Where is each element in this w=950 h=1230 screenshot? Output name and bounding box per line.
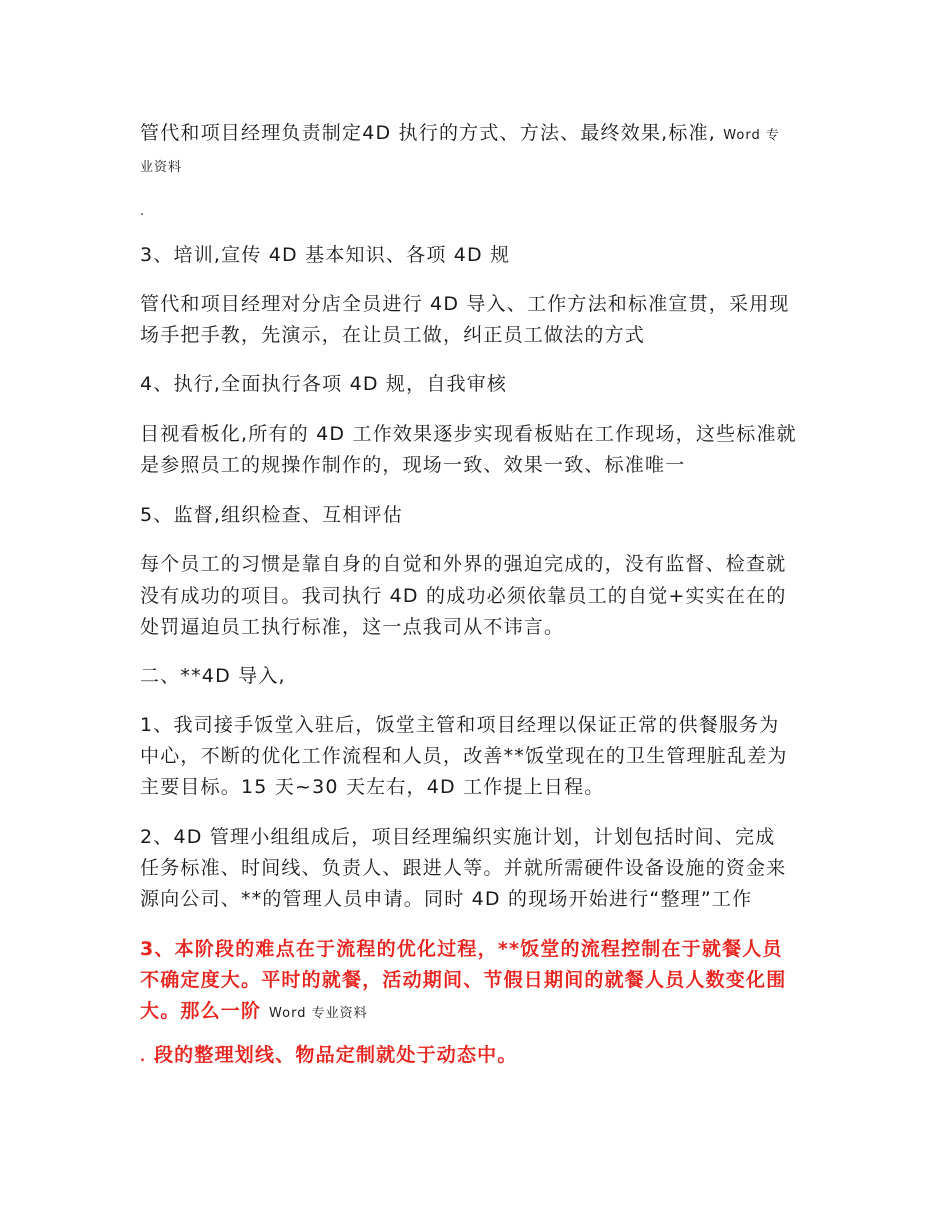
section-heading: 二、**4D 导入, [140, 665, 286, 687]
section-heading: 3、培训,宣传 4D 基本知识、各项 4D 规 [140, 244, 511, 266]
paragraph-line: 场手把手教，先演示，在让员工做，纠正员工做法的方式 [140, 324, 646, 346]
paragraph-line: 处罚逼迫员工执行标准，这一点我司从不讳言。 [140, 616, 565, 638]
paragraph-line: 2、4D 管理小组组成后，项目经理编织实施计划，计划包括时间、完成 [140, 826, 776, 848]
text-segment: 管代和项目经理负责制定4D 执行的方式、方法、最终效果,标准, [140, 122, 717, 144]
text-segment: 段的整理划线、物品定制就处于动态中。 [153, 1044, 518, 1066]
paragraph-line: 管代和项目经理对分店全员进行 4D 导入、工作方法和标准宣贯，采用现 [140, 293, 790, 315]
page-separator-dot: . [140, 204, 146, 219]
text-segment: 大。那么一阶 [140, 1000, 262, 1022]
highlighted-paragraph-line: 3、本阶段的难点在于流程的优化过程，**饭堂的流程控制在于就餐人员 [140, 938, 783, 960]
footer-watermark-text: 业资料 [140, 160, 183, 175]
page-separator-dot: . [140, 1050, 147, 1065]
footer-watermark-text: Word 专 [723, 128, 780, 143]
paragraph-line: 目视看板化,所有的 4D 工作效果逐步实现看板贴在工作现场，这些标准就 [140, 423, 797, 445]
paragraph-line: 1、我司接手饭堂入驻后，饭堂主管和项目经理以保证正常的供餐服务为 [140, 714, 780, 736]
paragraph-line: 任务标准、时间线、负责人、跟进人等。并就所需硬件设备设施的资金来 [140, 857, 787, 879]
paragraph-line [140, 121, 780, 148]
highlighted-paragraph-line [140, 999, 368, 1026]
highlighted-paragraph-line [140, 1043, 518, 1070]
section-heading: 5、监督,组织检查、互相评估 [140, 504, 403, 526]
section-heading: 4、执行,全面执行各项 4D 规，自我审核 [140, 373, 508, 395]
paragraph-line: 主要目标。15 天~30 天左右，4D 工作提上日程。 [140, 776, 605, 798]
paragraph-line: 是参照员工的规操作制作的，现场一致、效果一致、标准唯一 [140, 454, 686, 476]
paragraph-line: 每个员工的习惯是靠自身的自觉和外界的强迫完成的，没有监督、检查就 [140, 553, 787, 575]
paragraph-line: 没有成功的项目。我司执行 4D 的成功必须依靠员工的自觉+实实在在的 [140, 585, 787, 607]
highlighted-paragraph-line: 不确定度大。平时的就餐，活动期间、节假日期间的就餐人员人数变化围 [140, 969, 787, 991]
paragraph-line: 源向公司、**的管理人员申请。同时 4D 的现场开始进行“整理”工作 [140, 888, 753, 910]
footer-watermark-text: Word 专业资料 [269, 1006, 368, 1021]
paragraph-line: 中心，不断的优化工作流程和人员，改善**饭堂现在的卫生管理脏乱差为 [140, 745, 788, 767]
